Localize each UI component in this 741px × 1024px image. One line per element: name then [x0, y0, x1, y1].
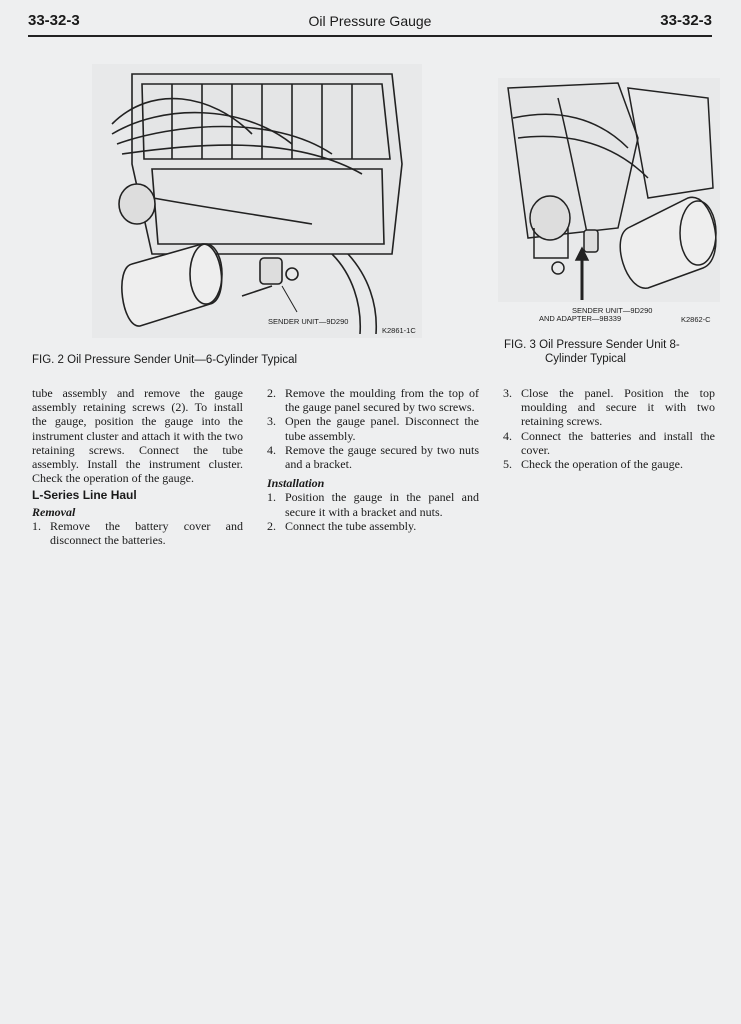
section-heading-l-series: L-Series Line Haul [32, 488, 137, 503]
text-column-1 [32, 386, 243, 547]
list-item: 1. Remove the battery cover and disconnect the batteries. [32, 518, 243, 548]
continuation-paragraph: tube assembly and remove the gauge assembly retaining screws (2). To install the gauge, position the gauge into the instrument cluster and attach it with the two retaining screws. Connect the tube assembly. Install the instrument cluster. Check the operation of the gauge. [32, 386, 243, 486]
list-item: 5. Check the operation of the gauge. [503, 457, 683, 472]
list-item: 3. Open the gauge panel. Disconnect the tube assembly. [267, 414, 479, 443]
list-item: 4. Remove the gauge secured by two nuts and a bracket. [267, 442, 479, 472]
fig2-illustration [92, 64, 422, 338]
list-item: 4. Connect the batteries and install the cover. [503, 428, 715, 457]
engine-eight-cylinder-drawing [498, 78, 720, 302]
fig3-illustration [498, 78, 720, 302]
header-rule [28, 35, 712, 37]
fig2-code: K2861-1C [382, 326, 416, 335]
list-item: 2. Connect the tube assembly. [267, 518, 417, 533]
list-item: 2. Remove the moulding from the top of the gauge panel secured by two screws. [267, 386, 479, 415]
fig2-sender-label: SENDER UNIT—9D290 [268, 317, 349, 326]
fig3-caption-line2: Cylinder Typical [545, 353, 626, 365]
subheading-installation: Installation [267, 476, 325, 491]
fig3-sender-label-line1: SENDER UNIT—9D290 [572, 306, 653, 315]
page-number-left: 33-32-3 [28, 12, 80, 29]
engine-six-cylinder-drawing [92, 64, 422, 338]
fig3-sender-label-line2: AND ADAPTER—9B339 [539, 314, 622, 323]
running-header [28, 12, 712, 34]
fig2-caption: FIG. 2 Oil Pressure Sender Unit—6-Cylinder Typical [32, 354, 298, 366]
list-item: 1. Position the gauge in the panel and secure it with a bracket and nuts. [267, 490, 479, 519]
fig3-code: K2862-C [681, 315, 711, 324]
text-column-3 [503, 386, 715, 471]
text-column-2 [267, 386, 479, 533]
list-item: 3. Close the panel. Position the top moulding and secure it with two retaining screws. [503, 386, 715, 429]
page-number-right: 33-32-3 [660, 12, 712, 29]
page-title: Oil Pressure Gauge [308, 13, 432, 29]
subheading-removal: Removal [32, 504, 76, 519]
fig3-caption-line1: FIG. 3 Oil Pressure Sender Unit 8- [504, 339, 680, 351]
